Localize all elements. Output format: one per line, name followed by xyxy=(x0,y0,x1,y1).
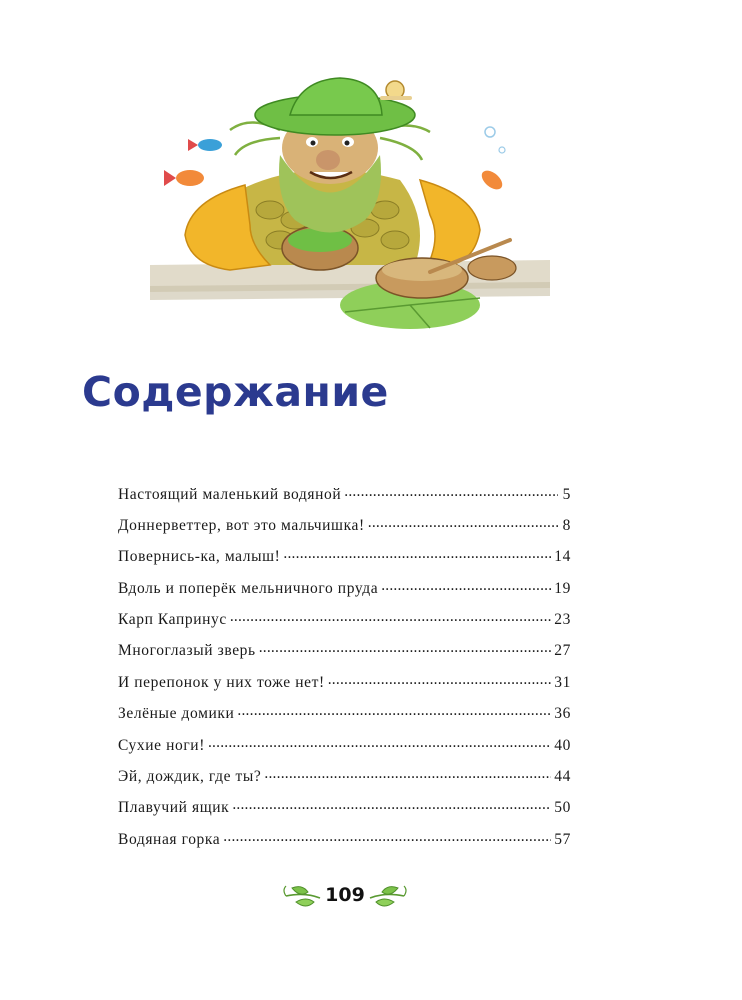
water-goblin-illustration xyxy=(130,60,560,360)
toc-entry-title: И перепонок у них тоже нет! xyxy=(118,673,325,691)
toc-leader-dots xyxy=(208,734,551,750)
toc-leader-dots xyxy=(344,483,558,499)
toc-entry[interactable] xyxy=(118,609,571,640)
toc-entry-title: Карп Капринус xyxy=(118,611,227,629)
toc-entry[interactable] xyxy=(118,483,571,514)
toc-entry-title: Водяная горка xyxy=(118,830,221,848)
toc-entry-title: Эй, дождик, где ты? xyxy=(118,768,262,786)
toc-entry-page: 50 xyxy=(554,799,571,817)
toc-entry[interactable] xyxy=(118,766,571,797)
toc-entry-title: Настоящий маленький водяной xyxy=(118,485,342,503)
toc-entry-title: Сухие ноги! xyxy=(118,736,205,754)
toc-entry-page: 40 xyxy=(554,736,571,754)
toc-entry[interactable] xyxy=(118,514,571,545)
toc-entry-title: Зелёные домики xyxy=(118,705,235,723)
toc-leader-dots xyxy=(328,671,552,687)
page-footer xyxy=(280,878,410,918)
toc-leader-dots xyxy=(381,577,551,593)
toc-entry[interactable] xyxy=(118,640,571,671)
toc-entry-title: Доннерветтер, вот это мальчишка! xyxy=(118,516,365,534)
toc-entry-page: 14 xyxy=(554,548,571,566)
toc-entry-page: 5 xyxy=(562,485,571,503)
toc-leader-dots xyxy=(237,703,551,719)
toc-leader-dots xyxy=(259,640,552,656)
toc-leader-dots xyxy=(230,609,551,625)
toc-leader-dots xyxy=(283,546,551,562)
toc-entry-title: Многоглазый зверь xyxy=(118,642,256,660)
page-number: 109 xyxy=(325,884,365,906)
toc-entry-page: 31 xyxy=(554,673,571,691)
toc-entry[interactable] xyxy=(118,671,571,702)
toc-entry[interactable] xyxy=(118,828,571,859)
toc-leader-dots xyxy=(232,797,551,813)
toc-leader-dots xyxy=(223,828,551,844)
toc-entry[interactable] xyxy=(118,703,571,734)
toc-entry-page: 27 xyxy=(554,642,571,660)
toc-entry[interactable] xyxy=(118,734,571,765)
toc-entry-title: Вдоль и поперёк мельничного пруда xyxy=(118,579,379,597)
toc-entry-page: 23 xyxy=(554,611,571,629)
toc-entry-page: 44 xyxy=(554,768,571,786)
toc-entry[interactable] xyxy=(118,577,571,608)
toc-entry-page: 19 xyxy=(554,579,571,597)
toc-entry-page: 8 xyxy=(562,516,571,534)
toc-entry-page: 57 xyxy=(554,830,571,848)
table-of-contents xyxy=(118,483,571,860)
toc-leader-dots xyxy=(264,766,551,782)
toc-entry[interactable] xyxy=(118,546,571,577)
toc-leader-dots xyxy=(368,514,558,530)
toc-entry-page: 36 xyxy=(554,705,571,723)
toc-entry[interactable] xyxy=(118,797,571,828)
contents-heading: Содержание xyxy=(82,368,389,416)
toc-entry-title: Плавучий ящик xyxy=(118,799,230,817)
toc-entry-title: Повернись-ка, малыш! xyxy=(118,548,281,566)
